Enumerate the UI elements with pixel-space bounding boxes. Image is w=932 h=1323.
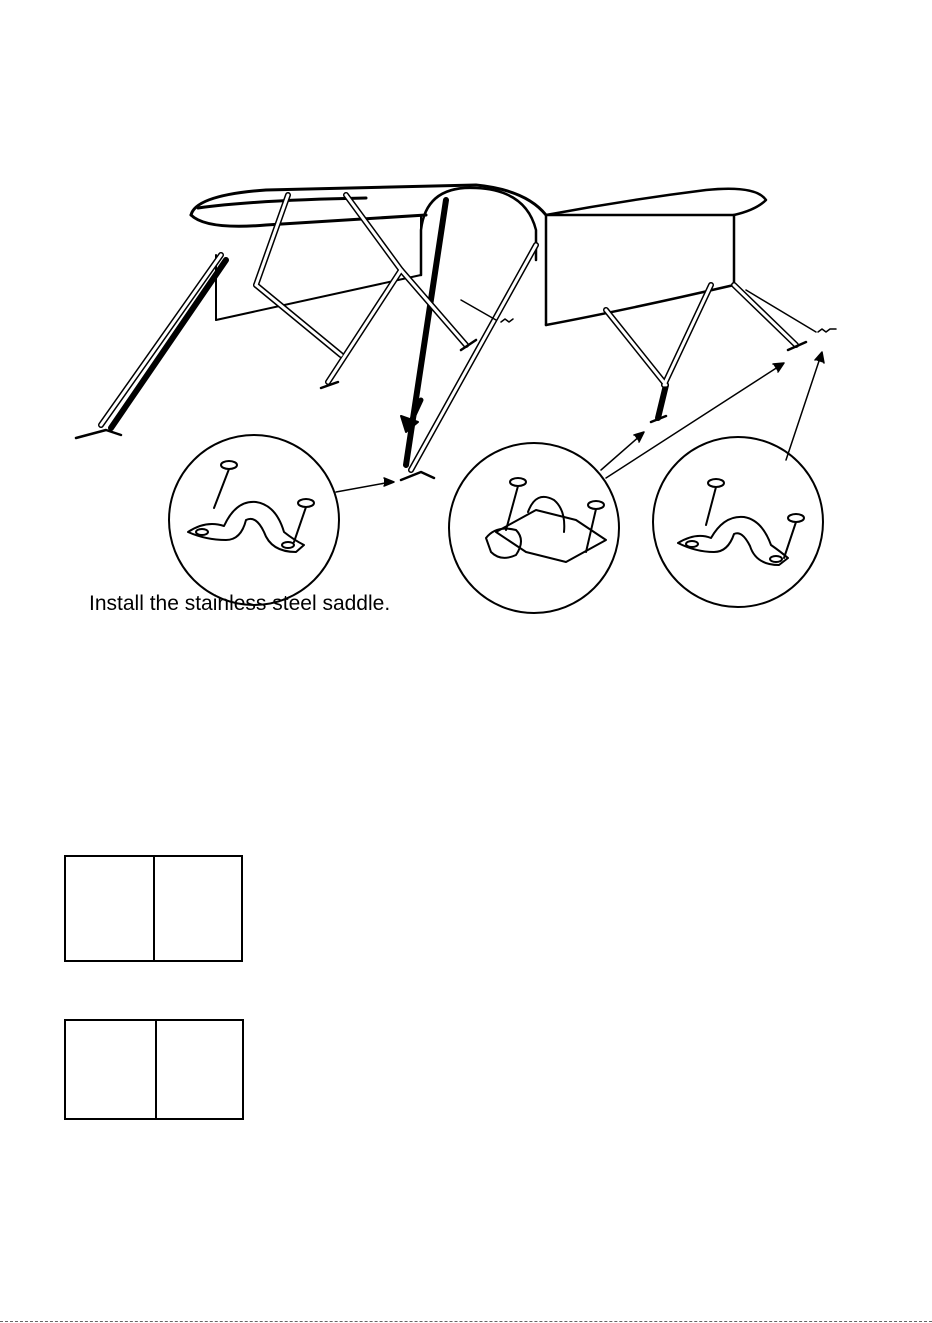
side-panel-left [216, 215, 421, 320]
page-bottom-rule [0, 1321, 932, 1322]
detail-circle-saddle-1 [169, 435, 339, 605]
canvas-top-rear [546, 189, 766, 325]
bimini-top-installation-diagram [66, 160, 868, 625]
table-divider [153, 857, 155, 960]
illustration-caption: Install the stainless steel saddle. [89, 592, 391, 615]
detail-circle-deck-hinge [449, 443, 619, 613]
table-divider [155, 1021, 157, 1118]
empty-table-box-1 [64, 855, 243, 962]
direction-arrow [401, 400, 421, 432]
empty-table-box-2 [64, 1019, 244, 1120]
detail-circle-saddle-2 [653, 437, 823, 607]
frame-tubes [101, 195, 796, 470]
